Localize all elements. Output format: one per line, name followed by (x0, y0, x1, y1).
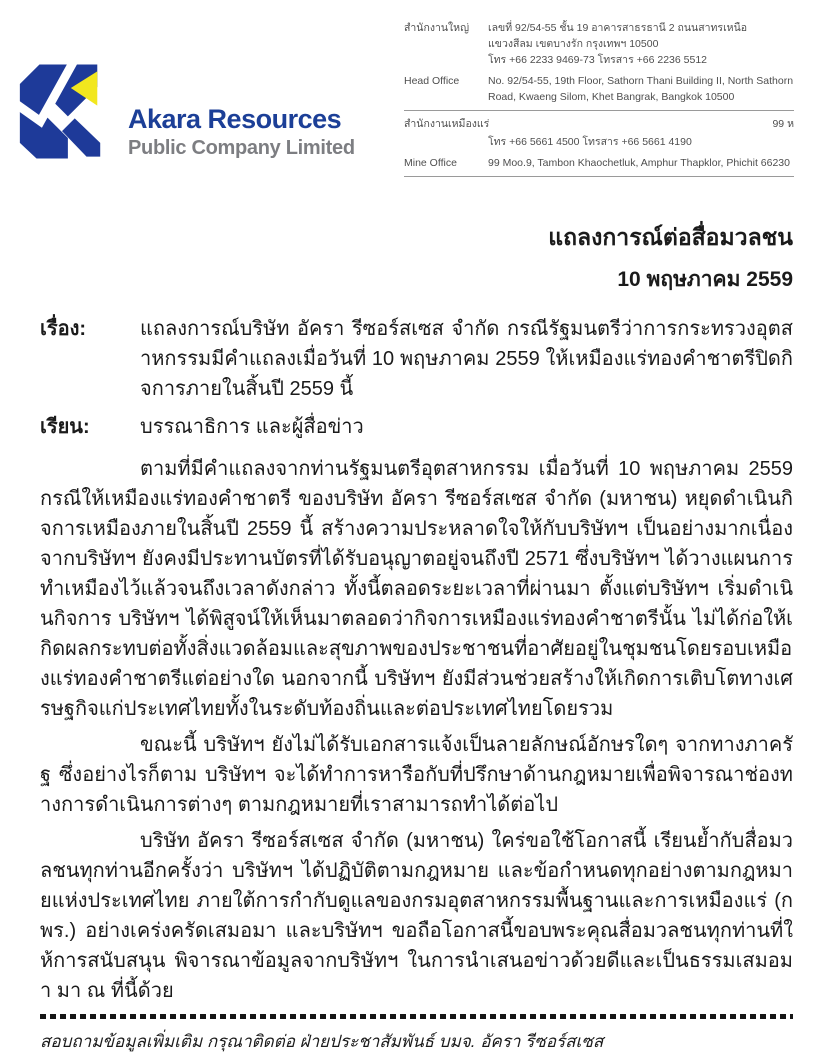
contact-label: Mine Office (404, 157, 457, 169)
contact-row-head-office-th (404, 20, 794, 68)
contact-line: แขวงสีลม เขตบางรัก กรุงเทพฯ 10500 (488, 38, 659, 50)
subject-label: เรื่อง: (40, 318, 87, 340)
press-release-body (40, 222, 793, 1053)
subject-text: แถลงการณ์บริษัท อัครา รีซอร์สเซส จำกัด กรณีรัฐมนตรีว่าการกระทรวงอุตสาหกรรมมีคำแถลงเมื่อวันที่ 10 พฤษภาคม 2559 ให้เหมืองแร่ทองคำชาตรีปิดกิจการภายในสิ้นปี 2559 นี้ (140, 318, 793, 400)
subject-row (40, 314, 793, 404)
paragraph-3: บริษัท อัครา รีซอร์สเซส จำกัด (มหาชน) ใคร่ขอใช้โอกาสนี้ เรียนย้ำกับสื่อมวลชนทุกท่านอีกครั้งว่า บริษัทฯ ได้ปฏิบัติตามกฎหมาย และข้อกำหนดทุกอย่างตามกฎหมายแห่งประเทศไทย ภายใต้การกำกับดูแลของกรมอุตสาหกรรมพื้นฐานและการเหมืองแร่ (กพร.) อย่างเคร่งครัดเสมอมา และบริษัทฯ ขอถือโอกาสนี้ขอบพระคุณสื่อมวลชนทุกท่านที่ให้การสนับสนุน พิจารณาข้อมูลจากบริษัทฯ ในการนำเสนอข่าวด้วยดีและเป็นธรรมเสมอมา มา ณ ที่นี้ด้วย (40, 830, 793, 1002)
addressee-text: บรรณาธิการ และผู้สื่อข่าว (140, 416, 364, 438)
contact-line: 99 ห (772, 118, 794, 130)
contact-line: โทร +66 2233 9469-73 โทรสาร +66 2236 5512 (488, 54, 707, 66)
paragraph-1: ตามที่มีคำแถลงจากท่านรัฐมนตรีอุตสาหกรรม เมื่อวันที่ 10 พฤษภาคม 2559 กรณีให้เหมืองแร่ทองคำชาตรี ของบริษัท อัครา รีซอร์สเซส จำกัด (มหาชน) หยุดดำเนินกิจการเหมืองภายในสิ้นปี 2559 นี้ สร้างความประหลาดใจให้กับบริษัทฯ เป็นอย่างมากเนื่องจากบริษัทฯ ยังคงมีประทานบัตรที่ได้รับอนุญาตอยู่จนถึงปี 2571 ซึ่งบริษัทฯ ได้วางแผนการทำเหมืองไว้แล้วจนถึงเวลาดังกล่าว ทั้งนี้ตลอดระยะเวลาที่ผ่านมา ตั้งแต่บริษัทฯ เริ่มดำเนินกิจการ บริษัทฯ ได้พิสูจน์ให้เห็นมาตลอดว่ากิจการเหมืองแร่ทองคำชาตรีนั้น ไม่ได้ก่อให้เกิดผลกระทบต่อทั้งสิ่งแวดล้อมและสุขภาพของประชาชนที่อาศัยอยู่ในชุมชนโดยรอบเหมืองแร่ทองคำชาตรีแต่อย่างใด นอกจากนี้ บริษัทฯ ยังมีส่วนช่วยสร้างให้เกิดการเติบโตทางเศรษฐกิจแก่ประเทศไทยทั้งในระดับท้องถิ่นและต่อประเทศไทยโดยรวม (40, 458, 793, 720)
footer-contact-note: สอบถามข้อมูลเพิ่มเติม กรุณาติดต่อ ฝ่ายประชาสัมพันธ์ บมจ. อัครา รีซอร์สเซส (40, 1032, 604, 1051)
logo-wordmark (128, 105, 355, 159)
addressee-label: เรียน: (40, 416, 90, 438)
contact-line: No. 92/54-55, 19th Floor, Sathorn Thani Building II, North Sathorn Road, Kwaeng Silom, Khet Bangrak, Bangkok 10500 (488, 75, 794, 103)
contact-value (488, 155, 794, 171)
contact-line: 99 Moo.9, Tambon Khaochetluk, Amphur Thapklor, Phichit 66230 (488, 157, 790, 169)
akara-logo-icon (13, 62, 111, 161)
contact-value (488, 134, 794, 150)
contact-row-mine-office-en (404, 155, 794, 171)
company-name: Akara Resources (128, 104, 342, 134)
contact-row-mine-office-phone (404, 134, 794, 150)
paragraph-2: ขณะนี้ บริษัทฯ ยังไม่ได้รับเอกสารแจ้งเป็นลายลักษณ์อักษรใดๆ จากทางภาครัฐ ซึ่งอย่างไรก็ตาม บริษัทฯ จะได้ทำการหารือกับที่ปรึกษาด้านกฎหมายเพื่อพิจารณาช่องทางการดำเนินการต่างๆ ตามกฎหมายที่เราสามารถทำได้ต่อไป (40, 734, 793, 816)
contact-line: เลขที่ 92/54-55 ชั้น 19 อาคารสาธรธานี 2 ถนนสาทรเหนือ (488, 22, 748, 34)
company-subtitle: Public Company Limited (128, 136, 355, 159)
contact-divider (404, 110, 794, 111)
contact-label-spacer (404, 134, 488, 150)
letterhead-contact-block (404, 20, 794, 182)
contact-row-mine-office-th (404, 116, 794, 132)
contact-divider (404, 176, 794, 177)
document-title: แถลงการณ์ต่อสื่อมวลชน (548, 224, 793, 250)
contact-line: โทร +66 5661 4500 โทรสาร +66 5661 4190 (488, 136, 692, 148)
contact-value (488, 20, 794, 68)
contact-row-head-office-en (404, 73, 794, 105)
addressee-row (40, 412, 793, 442)
document-date: 10 พฤษภาคม 2559 (617, 268, 793, 291)
contact-label: Head Office (404, 75, 460, 87)
dotted-separator (40, 1014, 793, 1019)
contact-value (488, 73, 794, 105)
contact-label: สำนักงานเหมืองแร่ (404, 118, 490, 130)
contact-label: สำนักงานใหญ่ (404, 22, 470, 34)
